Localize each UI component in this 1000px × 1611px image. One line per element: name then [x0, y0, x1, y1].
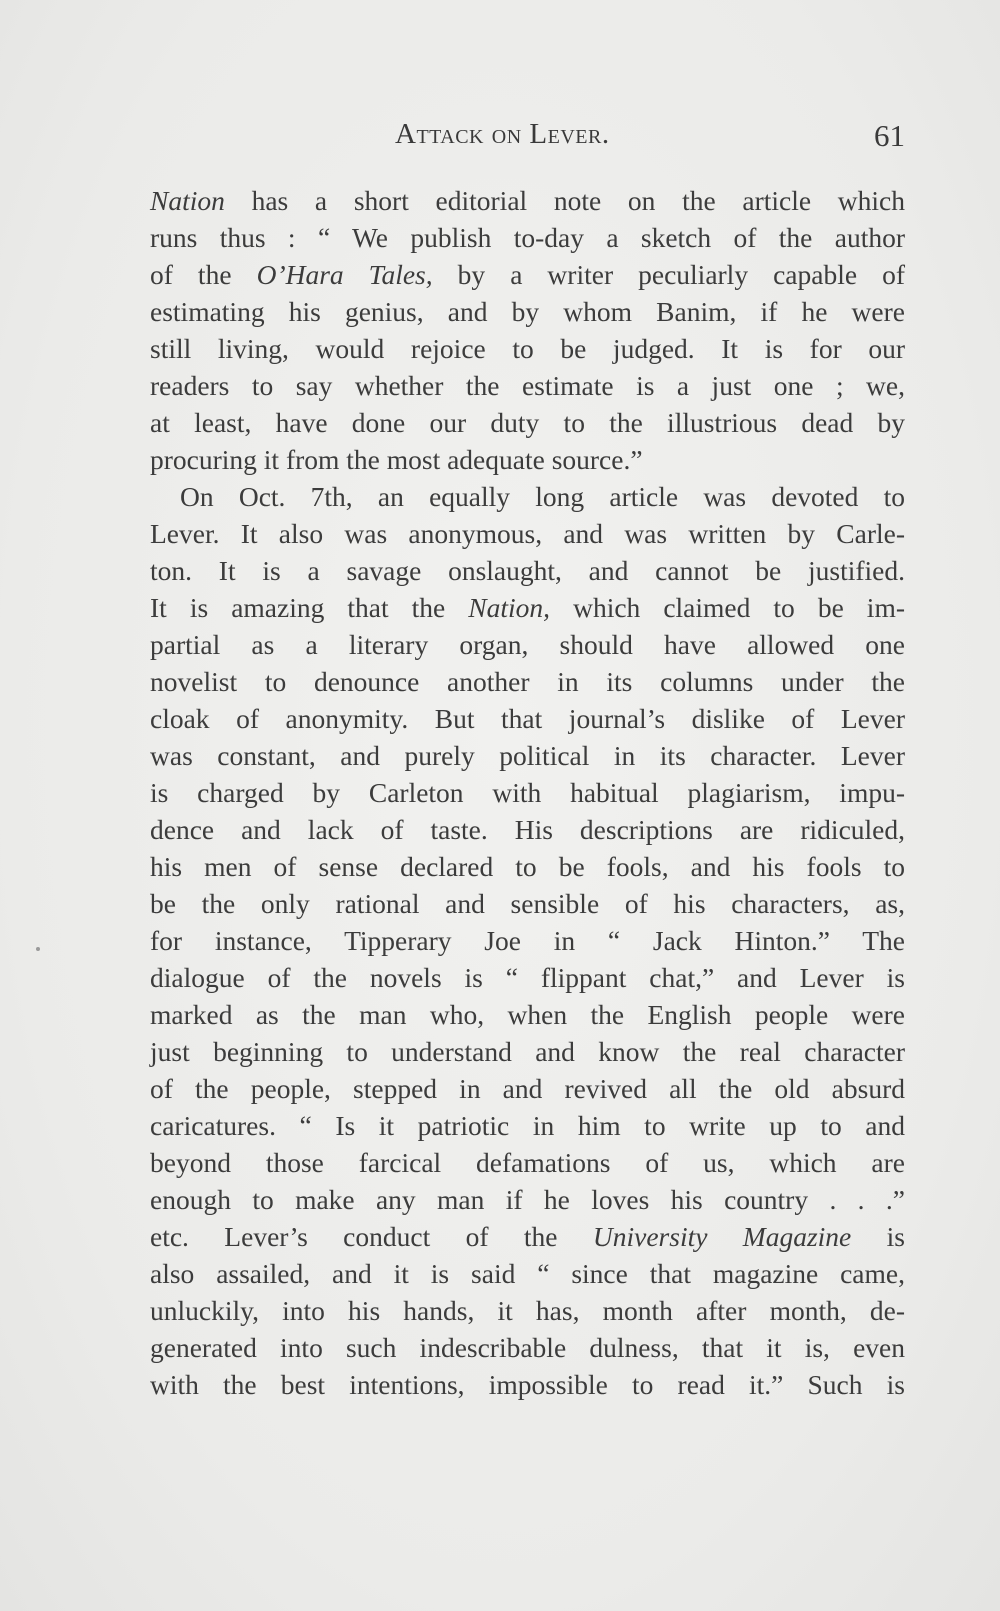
text-line: is charged by Carleton with habitual plagiarism, impu-: [150, 777, 905, 808]
page-number: 61: [874, 118, 905, 153]
body-text: [150, 182, 905, 1403]
text-line: generated into such indescribable dulness, that it is, even: [150, 1332, 905, 1363]
text-line: novelist to denounce another in its columns under the: [150, 666, 905, 697]
text-line: be the only rational and sensible of his characters, as,: [150, 888, 905, 919]
italic-title: University Magazine: [592, 1221, 852, 1252]
text-line: runs thus : “ We publish to-day a sketch of the author: [150, 222, 905, 253]
text-line: enough to make any man if he loves his country . . .”: [150, 1184, 905, 1215]
text-line: It is amazing that the Nation, which claimed to be im-: [150, 592, 905, 623]
italic-title: Nation: [150, 185, 225, 216]
text-line: estimating his genius, and by whom Banim, if he were: [150, 296, 905, 327]
text-line: unluckily, into his hands, it has, month after month, de-: [150, 1295, 905, 1326]
text-line: partial as a literary organ, should have allowed one: [150, 629, 905, 660]
paragraph-start: On Oct. 7th, an equally long article was devoted to: [180, 481, 905, 512]
text-line: with the best intentions, impossible to read it.” Such is: [150, 1369, 905, 1400]
text-line: Nation has a short editorial note on the article which: [150, 185, 905, 216]
italic-title: Nation,: [468, 592, 551, 623]
text-line: marked as the man who, when the English people were: [150, 999, 905, 1030]
text-line: was constant, and purely political in its character. Lever: [150, 740, 905, 771]
text-line: etc. Lever’s conduct of the University Magazine is: [150, 1221, 905, 1252]
text-line: dence and lack of taste. His descriptions are ridiculed,: [150, 814, 905, 845]
text-line: of the O’Hara Tales, by a writer peculiarly capable of: [150, 259, 906, 290]
text-line: at least, have done our duty to the illustrious dead by: [150, 407, 905, 438]
text-line: also assailed, and it is said “ since that magazine came,: [150, 1258, 905, 1289]
text-line: his men of sense declared to be fools, and his fools to: [150, 851, 905, 882]
text-line: just beginning to understand and know the real character: [150, 1036, 905, 1067]
running-head: [150, 118, 905, 158]
text-line: readers to say whether the estimate is a just one ; we,: [150, 370, 905, 401]
text-line: cloak of anonymity. But that journal’s dislike of Lever: [150, 703, 905, 734]
text-line: of the people, stepped in and revived all the old absurd: [150, 1073, 905, 1104]
text-line: for instance, Tipperary Joe in “ Jack Hinton.” The: [150, 925, 905, 956]
text-line: dialogue of the novels is “ flippant chat,” and Lever is: [150, 962, 905, 993]
text-line: caricatures. “ Is it patriotic in him to write up to and: [150, 1110, 905, 1141]
italic-title: O’Hara Tales,: [256, 259, 433, 290]
text-line: ton. It is a savage onslaught, and cannot be justified.: [150, 555, 905, 586]
paper-speck: [36, 947, 40, 951]
running-title: Attack on Lever.: [395, 118, 610, 150]
text-line: still living, would rejoice to be judged. It is for our: [150, 333, 905, 364]
text-line: beyond those farcical defamations of us, which are: [150, 1147, 905, 1178]
text-line: procuring it from the most adequate source.”: [150, 444, 643, 475]
text-line: Lever. It also was anonymous, and was written by Carle-: [150, 518, 905, 549]
